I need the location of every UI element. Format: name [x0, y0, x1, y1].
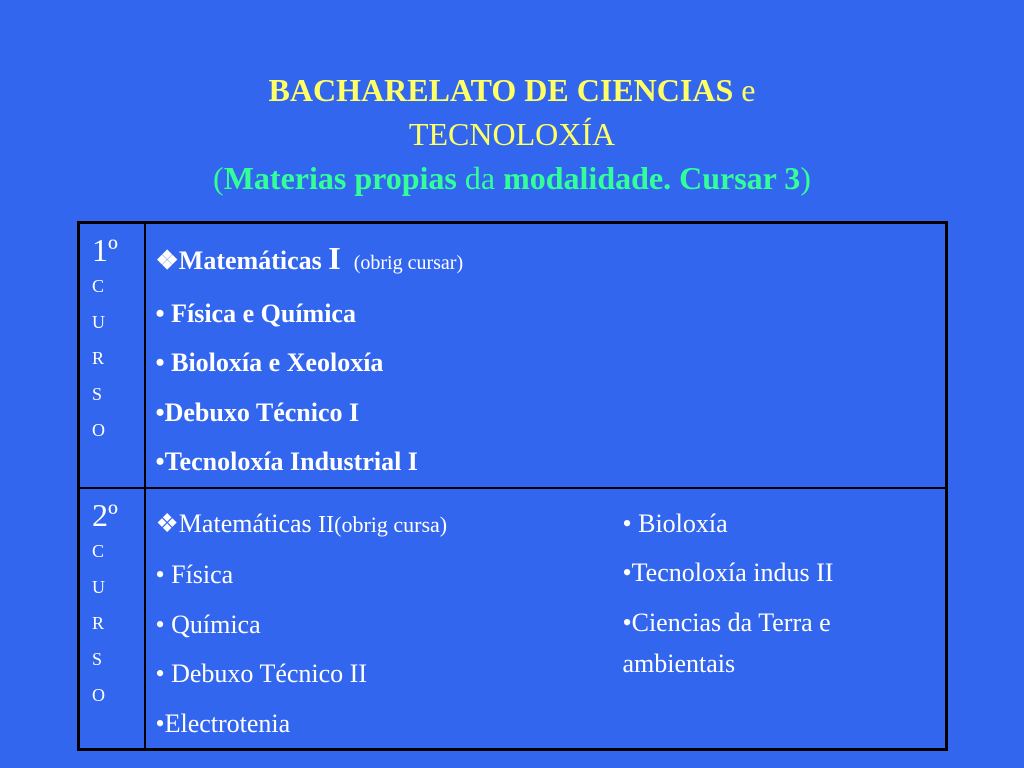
subject-item: •Debuxo Técnico I [155, 397, 360, 427]
subject-item: • Química [155, 609, 261, 639]
title-line-1 [0, 68, 1024, 112]
subject-item: •Tecnoloxía Industrial I [155, 447, 418, 476]
subtitle-part-2: da [464, 160, 496, 196]
subject-note: (obrig cursa) [334, 511, 448, 537]
curso-2-letters [92, 533, 144, 713]
subject-item: •Tecnoloxía indus II [622, 558, 834, 587]
curso-1-label-cell [79, 223, 145, 488]
curso-letter: C [92, 276, 105, 296]
table-row-curso-1 [79, 223, 947, 488]
subject-item [156, 499, 623, 551]
curso-2-label-cell [79, 488, 145, 750]
curso-2-right-column [623, 499, 943, 749]
title-line-2 [0, 112, 1024, 156]
subject-name: ❖Matemáticas [155, 246, 329, 275]
subject-item: •Ciencias da Terra e ambientais [622, 607, 831, 678]
subject-level: I [328, 240, 341, 276]
table-row-curso-2 [79, 488, 947, 750]
subject-item: • Bioloxía e Xeoloxía [155, 348, 384, 377]
slide-title [0, 68, 1024, 200]
subject-item: • Física [155, 560, 234, 589]
curso-letter: U [92, 312, 105, 332]
paren-close: ) [800, 160, 811, 196]
curso-letter: O [92, 420, 105, 440]
subject-item: • Debuxo Técnico II [155, 659, 367, 688]
curso-letter: U [92, 576, 105, 597]
title-conjunction: e [741, 72, 756, 108]
curso-1-subjects-cell [145, 223, 947, 488]
curso-1-letters [92, 268, 144, 448]
subject-item: • Física e Química [155, 298, 356, 328]
subject-level: II [318, 511, 335, 538]
subtitle-part-3: modalidade. Cursar 3 [503, 160, 801, 196]
curso-1-ordinal: 1º [92, 232, 118, 268]
title-main-text: BACHARELATO DE CIENCIAS [268, 72, 734, 108]
curso-2-left-column [156, 499, 623, 749]
subjects-table [77, 221, 948, 751]
curso-letter: C [92, 540, 105, 561]
curso-letter: S [92, 648, 103, 669]
subject-note: (obrig cursar) [353, 252, 464, 274]
subject-name: ❖Matemáticas [155, 508, 319, 538]
title-line-3 [0, 156, 1024, 200]
curso-2-columns [156, 499, 946, 749]
curso-letter: S [92, 384, 103, 404]
curso-letter: R [92, 612, 105, 633]
subject-item: •Electrotenia [155, 708, 291, 738]
curso-2-subjects-cell [145, 488, 947, 750]
subtitle-part-1: Materias propias [223, 160, 457, 196]
curso-letter: O [92, 684, 105, 705]
curso-letter: R [92, 348, 105, 368]
subject-item: • Bioloxía [622, 508, 728, 538]
curso-2-ordinal: 2º [92, 496, 118, 533]
title-tecnoloxia: TECNOLOXÍA [408, 116, 616, 152]
paren-open: ( [213, 160, 224, 196]
subject-item [156, 234, 946, 289]
